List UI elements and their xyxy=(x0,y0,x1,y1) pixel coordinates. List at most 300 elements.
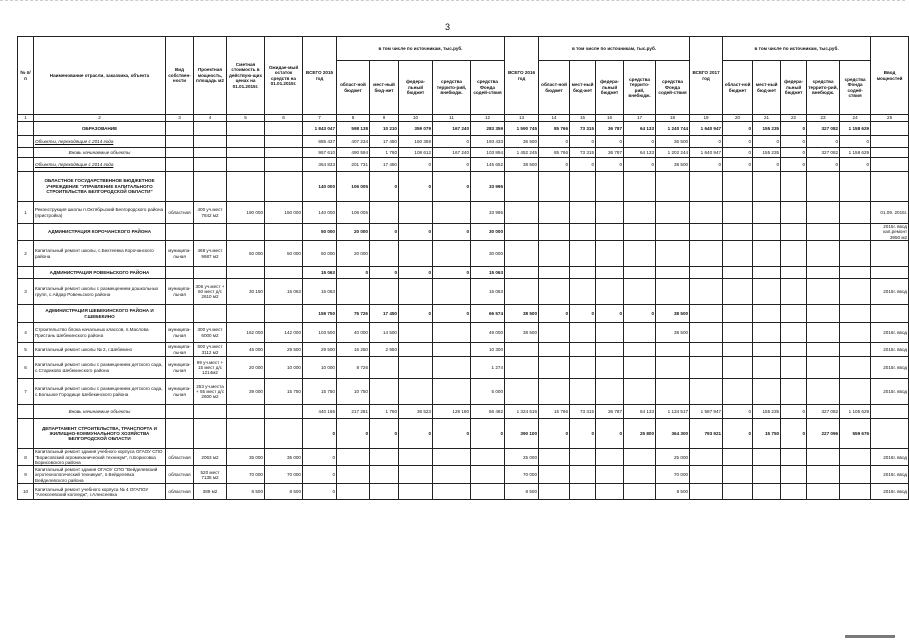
value-cell: 0 xyxy=(471,419,505,449)
value-cell xyxy=(539,267,570,279)
value-cell xyxy=(570,241,596,267)
regional-2015-header: област-ной бюджет xyxy=(337,61,370,115)
value-cell xyxy=(539,172,570,202)
value-cell xyxy=(370,466,399,484)
row-name-cell: Капитальный ремонт учебного корпуса № 4 ОГАПОУ "Алексеевский колледж", г.Алексеевка xyxy=(34,484,166,500)
value-cell xyxy=(807,202,840,224)
row-number-cell: 3 xyxy=(18,279,34,305)
column-number: 8 xyxy=(337,115,370,122)
ownership-cell xyxy=(166,148,194,158)
ownership-cell: муниципа-льная xyxy=(166,343,194,357)
value-cell: 0 xyxy=(781,158,807,172)
value-cell xyxy=(596,484,624,500)
value-cell xyxy=(656,357,690,379)
value-cell xyxy=(656,224,690,241)
value-cell: 1 760 xyxy=(370,148,399,158)
value-cell: 359 079 xyxy=(399,122,433,136)
value-cell xyxy=(471,466,505,484)
value-cell xyxy=(781,379,807,405)
ownership-cell: областная xyxy=(166,466,194,484)
capacity-cell: 99 уч.мест + 15 мест д/с 1214м2 xyxy=(194,357,227,379)
value-cell: 0 xyxy=(570,158,596,172)
ownership-cell xyxy=(166,419,194,449)
value-cell xyxy=(723,172,753,202)
section-row xyxy=(18,419,909,449)
ownership-cell xyxy=(166,158,194,172)
value-cell: 0 xyxy=(723,136,753,148)
column-number: 25 xyxy=(871,115,909,122)
value-cell: 1 274 xyxy=(471,357,505,379)
section-row xyxy=(18,267,909,279)
value-cell: 33 995 xyxy=(471,172,505,202)
column-number: 20 xyxy=(723,115,753,122)
row-number-cell xyxy=(18,224,34,241)
value-cell: 145 652 xyxy=(471,158,505,172)
value-cell xyxy=(505,241,539,267)
object-row xyxy=(18,379,909,405)
capacity-cell xyxy=(194,172,227,202)
value-cell xyxy=(505,279,539,305)
value-cell: 8 500 xyxy=(505,484,539,500)
row-number-cell: 8 xyxy=(18,449,34,466)
capacity-cell xyxy=(194,305,227,323)
cost-cell: 39 000 xyxy=(227,379,265,405)
value-cell: 0 xyxy=(807,158,840,172)
fund-2017-header: средства Фонда содей-ствия xyxy=(840,61,871,115)
value-cell: 490 594 xyxy=(337,148,370,158)
cost-cell: 190 000 xyxy=(227,202,265,224)
capacity-cell: 300 уч.мест 6000 м2 xyxy=(194,323,227,343)
value-cell: 64 133 xyxy=(624,122,656,136)
value-cell xyxy=(656,267,690,279)
value-cell: 0 xyxy=(596,158,624,172)
territorial-2017-header: средства террито-рий, внебюдж. xyxy=(807,61,840,115)
value-cell xyxy=(570,323,596,343)
value-cell xyxy=(337,466,370,484)
ownership-cell xyxy=(166,136,194,148)
value-cell: 15 750 xyxy=(753,419,781,449)
value-cell: 0 xyxy=(596,305,624,323)
value-cell: 0 xyxy=(840,158,871,172)
value-cell: 38 500 xyxy=(505,323,539,343)
value-cell xyxy=(690,241,723,267)
value-cell: 227 096 xyxy=(807,419,840,449)
value-cell xyxy=(723,357,753,379)
row-number-cell: 9 xyxy=(18,466,34,484)
value-cell xyxy=(570,267,596,279)
value-cell: 108 612 xyxy=(399,148,433,158)
value-cell: 15 063 xyxy=(303,267,337,279)
section-row xyxy=(18,122,909,136)
column-number: 3 xyxy=(166,115,194,122)
capacity-intro-cell xyxy=(871,172,909,202)
value-cell: 327 082 xyxy=(807,148,840,158)
value-cell xyxy=(471,484,505,500)
row-name-cell: АДМИНИСТРАЦИЯ РОВЕНЬСКОГО РАЙОНА xyxy=(34,267,166,279)
capacity-intro-cell: 2015г. ввод xyxy=(871,343,909,357)
value-cell xyxy=(570,357,596,379)
value-cell: 64 133 xyxy=(624,148,656,158)
col-capacity-header: Проектная мощность, площадь м2 xyxy=(194,37,227,115)
value-cell: 70 000 xyxy=(505,466,539,484)
value-cell: 70 000 xyxy=(656,466,690,484)
value-cell: 40 000 xyxy=(337,323,370,343)
value-cell: 0 xyxy=(433,158,471,172)
column-number: 11 xyxy=(433,115,471,122)
fund-2015-header: средства Фонда содей-ствия xyxy=(471,61,505,115)
value-cell xyxy=(433,241,471,267)
value-cell: 0 xyxy=(624,158,656,172)
value-cell xyxy=(624,466,656,484)
value-cell: 29 500 xyxy=(303,343,337,357)
value-cell xyxy=(596,323,624,343)
value-cell: 327 082 xyxy=(807,405,840,419)
value-cell xyxy=(570,466,596,484)
value-cell xyxy=(753,241,781,267)
value-cell: 10 750 xyxy=(337,379,370,405)
value-cell xyxy=(807,357,840,379)
row-number-cell xyxy=(18,405,34,419)
value-cell: 0 xyxy=(840,136,871,148)
row-number-cell xyxy=(18,122,34,136)
value-cell xyxy=(370,202,399,224)
remaining-cell: 35 000 xyxy=(265,449,303,466)
value-cell: 50 000 xyxy=(303,224,337,241)
column-number: 10 xyxy=(399,115,433,122)
value-cell: 15 750 xyxy=(303,379,337,405)
remaining-cell xyxy=(265,148,303,158)
value-cell xyxy=(624,241,656,267)
value-cell: 1 760 xyxy=(370,405,399,419)
value-cell: 25 000 xyxy=(656,449,690,466)
value-cell xyxy=(781,202,807,224)
capacity-cell: 253 уч.места + 55 мест д/с 2600 м2 xyxy=(194,379,227,405)
value-cell xyxy=(433,279,471,305)
value-cell: 14 500 xyxy=(370,323,399,343)
value-cell xyxy=(399,279,433,305)
value-cell: 0 xyxy=(303,419,337,449)
value-cell: 0 xyxy=(370,419,399,449)
page-number: 3 xyxy=(445,22,451,32)
value-cell xyxy=(596,379,624,405)
row-name-cell: АДМИНИСТРАЦИЯ ШЕБЕКИНСКОГО РАЙОНА И Г.ШЕБЕКИНО xyxy=(34,305,166,323)
row-name-cell: Объекты, переходящие с 2014 года xyxy=(34,158,166,172)
row-number-cell xyxy=(18,136,34,148)
capacity-intro-cell: 2015г. ввод xyxy=(871,357,909,379)
value-cell xyxy=(624,343,656,357)
value-cell xyxy=(539,279,570,305)
value-cell xyxy=(337,279,370,305)
column-number: 9 xyxy=(370,115,399,122)
value-cell xyxy=(337,449,370,466)
value-cell xyxy=(399,241,433,267)
value-cell xyxy=(596,172,624,202)
object-row xyxy=(18,357,909,379)
value-cell: 0 xyxy=(399,158,433,172)
object-row xyxy=(18,241,909,267)
value-cell: 957 610 xyxy=(303,148,337,158)
capacity-cell: 2063 м2 xyxy=(194,449,227,466)
ownership-cell: областная xyxy=(166,449,194,466)
object-row xyxy=(18,202,909,224)
value-cell: 0 xyxy=(399,419,433,449)
value-cell xyxy=(723,379,753,405)
row-number-cell: 1 xyxy=(18,202,34,224)
col-total-2015-header: ВСЕГО 2015 год xyxy=(303,37,337,115)
value-cell xyxy=(753,267,781,279)
value-cell: 0 xyxy=(370,224,399,241)
column-number: 4 xyxy=(194,115,227,122)
value-cell: 0 xyxy=(570,305,596,323)
local-2017-header: мест-ный бюд-жет xyxy=(753,61,781,115)
section-row xyxy=(18,158,909,172)
value-cell: 0 xyxy=(723,419,753,449)
ownership-cell: муниципа-льная xyxy=(166,357,194,379)
value-cell xyxy=(807,466,840,484)
value-cell: 30 000 xyxy=(471,224,505,241)
row-name-cell: ОБЛАСТНОЕ ГОСУДАРСТВЕННОЕ БЮДЖЕТНОЕ УЧРЕЖДЕНИЕ "УПРАВЛЕНИЕ КАПИТАЛЬНОГО СТРОИТЕЛЬСТВА БЕЛГОРОДСКОЙ ОБЛАСТИ" xyxy=(34,172,166,202)
ownership-cell: муниципа-льная xyxy=(166,379,194,405)
row-number-cell: 6 xyxy=(18,357,34,379)
value-cell xyxy=(753,466,781,484)
value-cell xyxy=(807,484,840,500)
value-cell: 793 921 xyxy=(690,419,723,449)
value-cell: 159 750 xyxy=(303,305,337,323)
value-cell xyxy=(570,484,596,500)
row-number-cell: 5 xyxy=(18,343,34,357)
value-cell: 0 xyxy=(781,136,807,148)
row-name-cell: Капитальный ремонт здания ОГАОУ СПО "Вейделевский агротехнологический техникум", п.Вейделевка Вейделевского района xyxy=(34,466,166,484)
value-cell: 36 787 xyxy=(596,405,624,419)
value-cell xyxy=(596,267,624,279)
column-number: 17 xyxy=(624,115,656,122)
column-number: 22 xyxy=(781,115,807,122)
column-number: 21 xyxy=(753,115,781,122)
value-cell: 17 450 xyxy=(370,305,399,323)
value-cell xyxy=(690,343,723,357)
value-cell xyxy=(570,172,596,202)
value-cell xyxy=(723,202,753,224)
value-cell xyxy=(690,305,723,323)
value-cell xyxy=(840,172,871,202)
row-name-cell: Капитальный ремонт школы с размещением детского сада, с.Стариково Шебекинского района xyxy=(34,357,166,379)
value-cell: 73 315 xyxy=(570,405,596,419)
capacity-cell: 400 уч.мест 7842 м2 xyxy=(194,202,227,224)
capacity-intro-cell xyxy=(871,267,909,279)
row-number-cell: 4 xyxy=(18,323,34,343)
value-cell xyxy=(723,305,753,323)
value-cell: 1 587 947 xyxy=(690,405,723,419)
capacity-intro-cell: 2016г. ввод xyxy=(871,449,909,466)
object-row xyxy=(18,323,909,343)
ownership-cell: областная xyxy=(166,484,194,500)
value-cell xyxy=(753,224,781,241)
value-cell: 0 xyxy=(723,148,753,158)
value-cell xyxy=(690,466,723,484)
row-name-cell: Капитальный ремонт школы № 2, г.Шебекино xyxy=(34,343,166,357)
value-cell: 1 843 047 xyxy=(303,122,337,136)
cost-cell xyxy=(227,172,265,202)
row-name-cell: Капитальный ремонт школы с размещением детского сада, с.Большое Городище Шебекинского района xyxy=(34,379,166,405)
value-cell: 38 500 xyxy=(505,158,539,172)
remaining-cell: 15 750 xyxy=(265,379,303,405)
value-cell xyxy=(570,449,596,466)
value-cell xyxy=(753,279,781,305)
column-number: 15 xyxy=(570,115,596,122)
value-cell xyxy=(505,224,539,241)
capacity-intro-cell: 2016г. ввод xyxy=(871,466,909,484)
capacity-intro-cell: 2015г. ввод кап.ремонт 3950 м2 xyxy=(871,224,909,241)
value-cell xyxy=(505,202,539,224)
value-cell xyxy=(840,224,871,241)
value-cell: 140 000 xyxy=(303,172,337,202)
value-cell xyxy=(539,343,570,357)
column-number: 16 xyxy=(596,115,624,122)
value-cell: 20 000 xyxy=(337,224,370,241)
value-cell: 1 590 745 xyxy=(505,122,539,136)
value-cell xyxy=(570,343,596,357)
value-cell xyxy=(753,172,781,202)
value-cell xyxy=(690,202,723,224)
capacity-cell xyxy=(194,405,227,419)
row-name-cell: Капитальный ремонт здания учебного корпуса ОГАОУ СПО "Борисовский агромеханический техникум", п.Борисовка Борисовского района xyxy=(34,449,166,466)
value-cell: 0 xyxy=(433,419,471,449)
value-cell: 0 xyxy=(723,405,753,419)
value-cell: 0 xyxy=(781,148,807,158)
value-cell xyxy=(690,279,723,305)
value-cell: 128 180 xyxy=(433,405,471,419)
value-cell xyxy=(781,305,807,323)
cost-cell xyxy=(227,224,265,241)
capacity-intro-cell: 2015г. ввод xyxy=(871,379,909,405)
value-cell: 559 676 xyxy=(840,419,871,449)
row-name-cell: Капитальный ремонт школы с размещением дошкольных групп, с.Айдар Ровеньского района xyxy=(34,279,166,305)
value-cell xyxy=(370,484,399,500)
remaining-cell: 29 500 xyxy=(265,343,303,357)
value-cell: 66 574 xyxy=(471,305,505,323)
value-cell xyxy=(840,466,871,484)
value-cell xyxy=(539,323,570,343)
value-cell xyxy=(690,172,723,202)
value-cell xyxy=(723,224,753,241)
value-cell xyxy=(840,449,871,466)
value-cell xyxy=(624,267,656,279)
value-cell xyxy=(624,357,656,379)
value-cell xyxy=(723,343,753,357)
value-cell xyxy=(723,279,753,305)
value-cell: 327 082 xyxy=(807,122,840,136)
ownership-cell xyxy=(166,405,194,419)
value-cell: 15 766 xyxy=(539,405,570,419)
value-cell: 1 640 947 xyxy=(690,122,723,136)
section-row xyxy=(18,405,909,419)
value-cell xyxy=(840,484,871,500)
value-cell xyxy=(624,379,656,405)
value-cell xyxy=(539,379,570,405)
capacity-cell: 500 уч.мест 3112 м2 xyxy=(194,343,227,357)
federal-2016-header: федера-льный бюджет xyxy=(596,61,624,115)
value-cell: 193 433 xyxy=(471,136,505,148)
budget-table xyxy=(17,36,909,500)
value-cell: 0 xyxy=(370,267,399,279)
cost-cell xyxy=(227,158,265,172)
object-row xyxy=(18,279,909,305)
value-cell: 30 000 xyxy=(471,241,505,267)
value-cell: 0 xyxy=(303,484,337,500)
value-cell: 1 640 947 xyxy=(690,148,723,158)
value-cell xyxy=(753,379,781,405)
value-cell: 364 833 xyxy=(303,158,337,172)
value-cell xyxy=(624,449,656,466)
ownership-cell: областная xyxy=(166,202,194,224)
col-ownership-header: Вид собствен-ности xyxy=(166,37,194,115)
cost-cell xyxy=(227,305,265,323)
value-cell xyxy=(723,449,753,466)
value-cell: 0 xyxy=(399,172,433,202)
value-cell: 150 358 xyxy=(399,136,433,148)
column-number: 13 xyxy=(505,115,539,122)
value-cell xyxy=(781,267,807,279)
sources-2015-header: в том числе по источникам, тыс.руб. xyxy=(337,37,505,61)
value-cell xyxy=(840,343,871,357)
value-cell xyxy=(433,202,471,224)
value-cell: 0 xyxy=(433,305,471,323)
value-cell xyxy=(624,279,656,305)
row-name-cell: Капитальный ремонт школы, с.Бехтеевка Корочанского района xyxy=(34,241,166,267)
column-number: 23 xyxy=(807,115,840,122)
value-cell xyxy=(781,224,807,241)
value-cell xyxy=(399,202,433,224)
value-cell xyxy=(596,224,624,241)
value-cell xyxy=(433,449,471,466)
cost-cell: 162 000 xyxy=(227,323,265,343)
ownership-cell xyxy=(166,267,194,279)
capacity-cell xyxy=(194,224,227,241)
value-cell xyxy=(753,484,781,500)
capacity-cell: 468 уч.мест 9687 м2 xyxy=(194,241,227,267)
capacity-intro-cell xyxy=(871,241,909,267)
value-cell: 36 523 xyxy=(399,405,433,419)
value-cell: 38 500 xyxy=(656,158,690,172)
row-name-cell: ДЕПАРТАМЕНТ СТРОИТЕЛЬСТВА, ТРАНСПОРТА И ЖИЛИЩНО-КОММУНАЛЬНОГО ХОЗЯЙСТВА БЕЛГОРОДСКОЙ ОБЛАСТИ xyxy=(34,419,166,449)
value-cell xyxy=(656,343,690,357)
value-cell xyxy=(840,379,871,405)
value-cell: 0 xyxy=(337,267,370,279)
col-name-header: Наименование отрасли, заказчика, объекта xyxy=(34,37,166,115)
remaining-cell xyxy=(265,224,303,241)
value-cell xyxy=(596,466,624,484)
value-cell xyxy=(433,357,471,379)
cost-cell xyxy=(227,267,265,279)
value-cell: 0 xyxy=(596,419,624,449)
column-number-row xyxy=(18,115,909,122)
value-cell xyxy=(807,279,840,305)
value-cell xyxy=(690,224,723,241)
cost-cell: 20 000 xyxy=(227,357,265,379)
value-cell: 25 000 xyxy=(505,449,539,466)
value-cell: 8 726 xyxy=(337,357,370,379)
value-cell xyxy=(781,449,807,466)
value-cell: 0 xyxy=(781,122,807,136)
value-cell: 36 500 xyxy=(505,136,539,148)
value-cell xyxy=(840,357,871,379)
col-no-header: № п/п xyxy=(18,37,34,115)
value-cell xyxy=(399,484,433,500)
value-cell: 167 240 xyxy=(433,148,471,158)
value-cell xyxy=(539,357,570,379)
value-cell xyxy=(656,172,690,202)
value-cell: 167 240 xyxy=(433,122,471,136)
